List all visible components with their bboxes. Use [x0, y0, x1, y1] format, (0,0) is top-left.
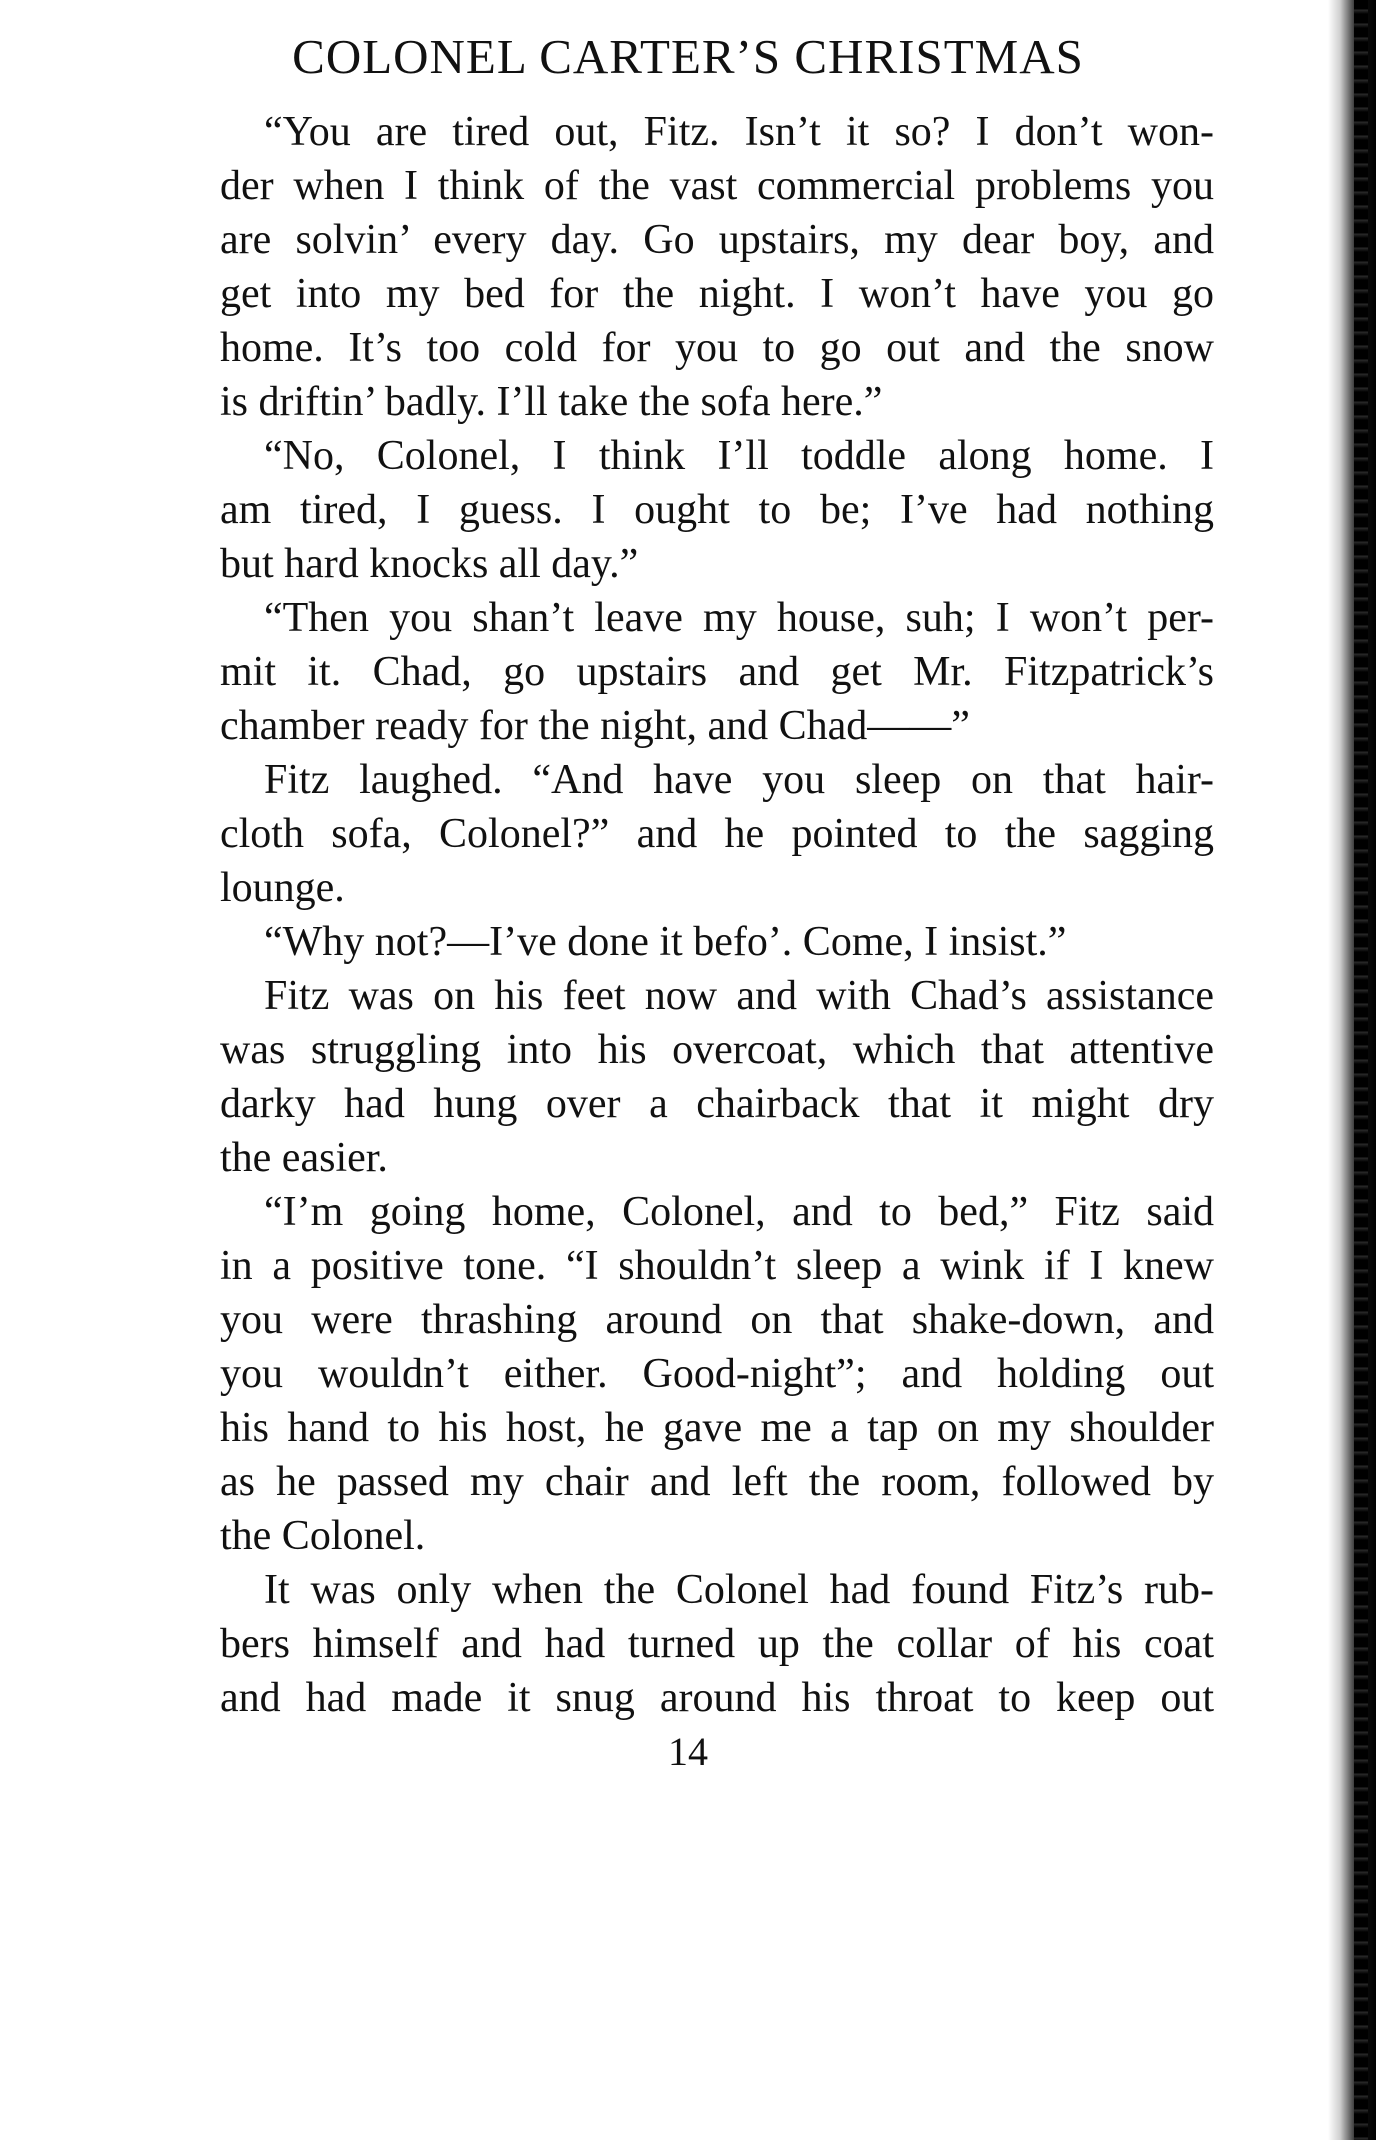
running-head: COLONEL CARTER’S CHRISTMAS: [292, 29, 1084, 84]
page-number: 14: [668, 1729, 708, 1774]
text-line: you were thrashing around on that shake-down, and: [220, 1297, 1214, 1343]
text-line: am tired, I guess. I ought to be; I’ve had nothing: [220, 487, 1214, 533]
text-line: his hand to his host, he gave me a tap on my shoulder: [220, 1405, 1214, 1451]
text-line: Fitz laughed. “And have you sleep on that hair-: [264, 757, 1214, 803]
text-line: but hard knocks all day.”: [220, 541, 639, 587]
text-line: are solvin’ every day. Go upstairs, my dear boy, and: [220, 217, 1214, 263]
page-edge-dark-strip: [1354, 0, 1368, 2140]
text-line: you wouldn’t either. Good-night”; and holding out: [220, 1351, 1214, 1397]
text-line: as he passed my chair and left the room, followed by: [220, 1459, 1214, 1505]
text-line: the easier.: [220, 1135, 388, 1181]
text-line: Fitz was on his feet now and with Chad’s assistance: [264, 973, 1214, 1019]
text-line: “Why not?—I’ve done it befo’. Come, I insist.”: [264, 919, 1067, 965]
text-line: cloth sofa, Colonel?” and he pointed to the sagging: [220, 811, 1214, 857]
text-line: chamber ready for the night, and Chad——”: [220, 703, 970, 749]
text-line: darky had hung over a chairback that it might dry: [220, 1081, 1214, 1127]
text-line: mit it. Chad, go upstairs and get Mr. Fitzpatrick’s: [220, 649, 1214, 695]
body-text: [220, 105, 1214, 1725]
text-line: get into my bed for the night. I won’t have you go: [220, 271, 1214, 317]
text-line: was struggling into his overcoat, which that attentive: [220, 1027, 1214, 1073]
text-line: der when I think of the vast commercial problems you: [220, 163, 1214, 209]
text-line: in a positive tone. “I shouldn’t sleep a wink if I knew: [220, 1243, 1214, 1289]
text-line: “I’m going home, Colonel, and to bed,” Fitz said: [264, 1189, 1214, 1235]
text-line: It was only when the Colonel had found Fitz’s rub-: [264, 1567, 1214, 1613]
text-line: lounge.: [220, 865, 345, 911]
text-line: bers himself and had turned up the collar of his coat: [220, 1621, 1214, 1667]
text-line: and had made it snug around his throat to keep out: [220, 1675, 1214, 1721]
text-line: the Colonel.: [220, 1513, 426, 1559]
page-edge-shadow: [1328, 0, 1376, 2140]
text-line: “You are tired out, Fitz. Isn’t it so? I don’t won-: [264, 109, 1214, 155]
text-line: is driftin’ badly. I’ll take the sofa here.”: [220, 379, 883, 425]
text-line: “Then you shan’t leave my house, suh; I won’t per-: [264, 595, 1214, 641]
text-line: “No, Colonel, I think I’ll toddle along home. I: [264, 433, 1214, 479]
text-line: home. It’s too cold for you to go out and the snow: [220, 325, 1214, 371]
